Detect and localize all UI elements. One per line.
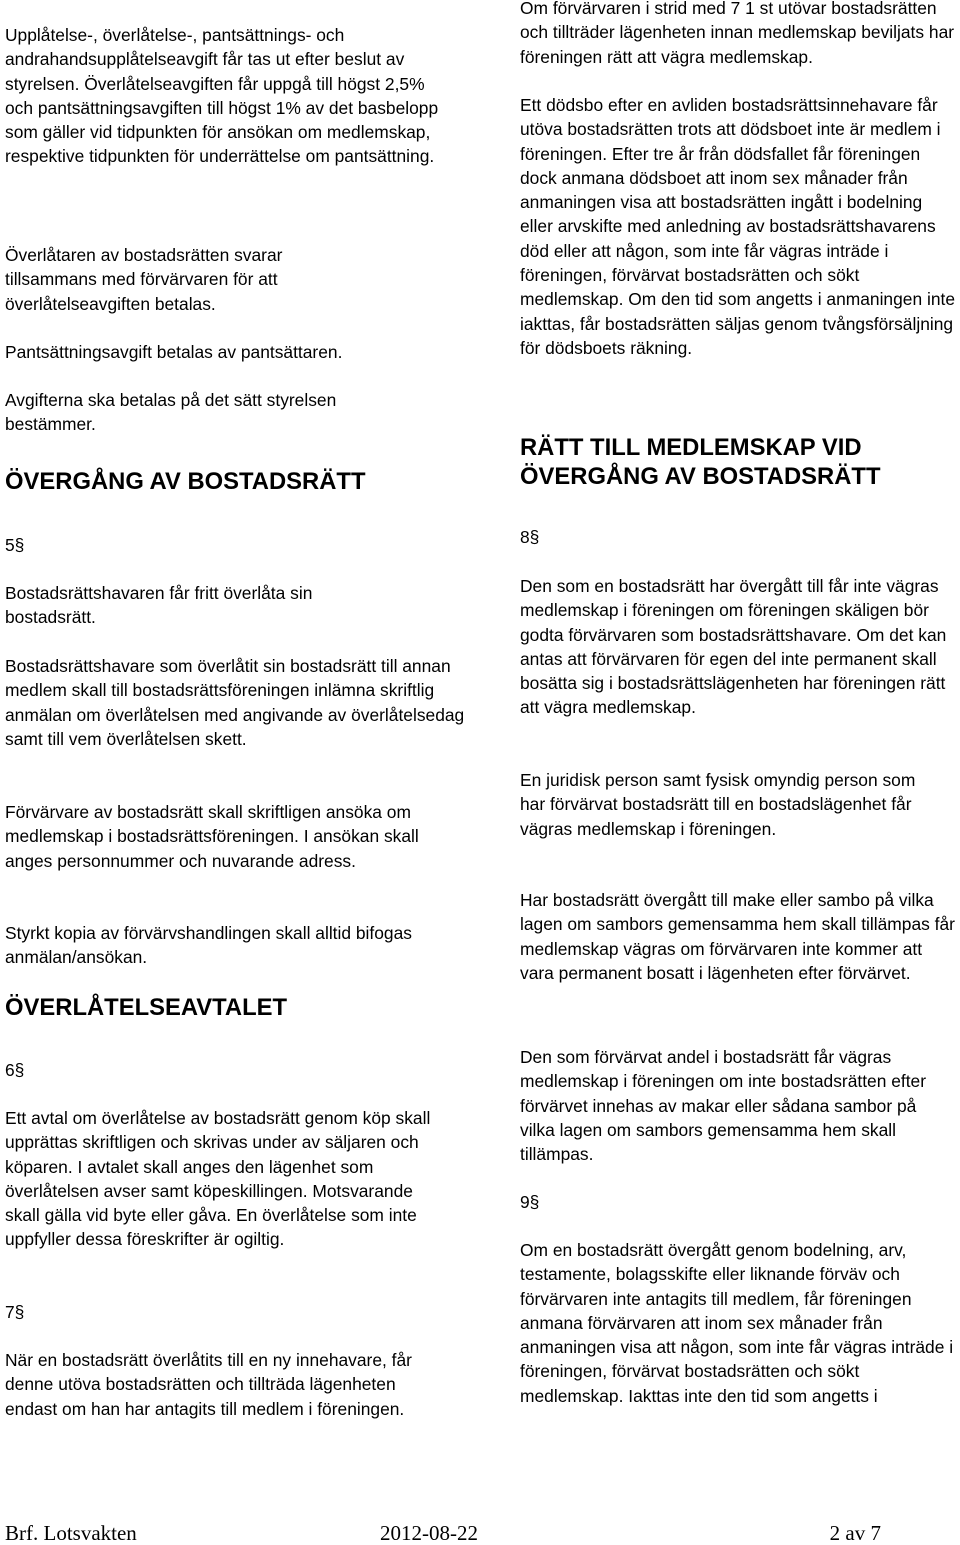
paragraph-spouse-cohabitant: Har bostadsrätt övergått till make eller sambo på vilka lagen om sambors gemensamma hem skall tillämpas får medlemskap vägras om förvärvaren inte kommer att vara permanent bosatt i lägenheten efter förvärvet. [520,890,955,983]
paragraph-pledge-fee: Pantsättningsavgift betalas av pantsättaren. [5,342,343,362]
footer-page-number: 2 av 7 [829,1521,881,1545]
paragraph-legal-person: En juridisk person samt fysisk omyndig person som har förvärvat bostadsrätt till en bostadslägenhet får vägras medlemskap i föreningen. [520,770,916,839]
heading-ratt-till-medlemskap: RÄTT TILL MEDLEMSKAP VID ÖVERGÅNG AV BOSTADSRÄTT [520,434,881,490]
paragraph-payment: Avgifterna ska betalas på det sätt styrelsen bestämmer. [5,390,337,435]
section-symbol-icon: § [14,535,25,555]
paragraph-membership-application: Förvärvare av bostadsrätt skall skriftligen ansöka om medlemskap i bostadsrättsföreningen. I ansökan skall anges personnummer och nuvarande adress. [5,802,419,871]
paragraph-share-acquisition: Den som förvärvat andel i bostadsrätt får vägras medlemskap i föreningen om inte bostadsrätten efter förvärvet innehas av makar eller sådana sambor på vilka lagen om sambors gemensamma hem skall tillämpas. [520,1047,927,1165]
section-number-7: 7§ [5,1302,25,1322]
paragraph-estate-division: Om en bostadsrätt övergått genom bodelning, arv, testamente, bolagsskifte eller liknande förväv och förvärvaren inte antagits till medlem, får föreningen anmana förvärvaren att inom sex månader från anmaningen visa att någon, som inte får vägras inträde i föreningen, förvärvat bostadsrätten och sökt medlemskap. Iakttas inte den tid som angetts i [520,1240,954,1406]
section-number-6: 6§ [5,1060,25,1080]
section-symbol-icon: § [14,1060,25,1080]
paragraph-transferor-liability: Överlåtaren av bostadsrätten svarar tillsammans med förvärvaren för att överlåtelseavgiften betalas. [5,245,283,314]
heading-overlatelseavtalet: ÖVERLÅTELSEAVTALET [5,994,288,1021]
paragraph-fees: Upplåtelse-, överlåtelse-, pantsättnings- och andrahandsupplåtelseavgift får tas ut efter beslut av styrelsen. Överlåtelseavgiften får uppgå till högst 2,5% och pantsättningsavgiften till högst 1% av det basbelopp som gäller vid tidpunkten för ansökan om medlemskap, respektive tidpunkten för underrättelse om pantsättning. [5,25,439,167]
paragraph-transfer-notice: Bostadsrättshavare som överlåtit sin bostadsrätt till annan medlem skall till bostadsrättsföreningen inlämna skriftlig anmälan om överlåtelsen med angivande av överlåtelsedag samt till vem överlåtelsen skett. [5,656,465,749]
section-symbol-icon: § [529,1192,540,1212]
section-number-9: 9§ [520,1192,540,1212]
section-symbol-icon: § [529,527,540,547]
footer-organization: Brf. Lotsvakten [5,1521,137,1545]
paragraph-free-transfer: Bostadsrättshavaren får fritt överlåta sin bostadsrätt. [5,583,313,628]
paragraph-certified-copy: Styrkt kopia av förvärvshandlingen skall alltid bifogas anmälan/ansökan. [5,923,412,968]
section-symbol-icon: § [14,1302,25,1322]
paragraph-estate: Ett dödsbo efter en avliden bostadsrättsinnehavare får utöva bostadsrätten trots att dödsboet inte är medlem i föreningen. Efter tre år från dödsfallet får föreningen dock anmana dödsboet att inom sex månader från anmaningen visa att bostadsrätten ingått i bodelning eller arvskifte med anledning av bostadsrättshavarens död eller att någon, som inte får vägras inträde i föreningen, förvärvat bostadsrätten och sökt medlemskap. Om den tid som angetts i anmaningen inte iakttas, får bostadsrätten säljas genom tvångsförsäljning för dödsboets räkning. [520,95,955,358]
heading-overgang-av-bostadsratt: ÖVERGÅNG AV BOSTADSRÄTT [5,468,366,495]
paragraph-transfer-agreement: Ett avtal om överlåtelse av bostadsrätt genom köp skall upprättas skriftligen och skrivas under av säljaren och köparen. I avtalet skall anges den lägenhet som överlåtelsen avser samt köpeskillingen. Motsvarande skall gälla vid byte eller gåva. En överlåtelse som inte uppfyller dessa föreskrifter är ogiltig. [5,1108,431,1250]
paragraph-acceptable-acquirer: Den som en bostadsrätt har övergått till får inte vägras medlemskap i föreningen om föreningen skäligen bör godta förvärvaren som bostadsrättshavare. Om det kan antas att förvärvaren för egen del inte permanent skall bosätta sig i bostadsrättslägenheten har föreningen rätt att vägra medlemskap. [520,576,947,718]
paragraph-refuse-membership: Om förvärvaren i strid med 7 1 st utövar bostadsrätten och tillträder lägenheten innan medlemskap beviljats har föreningen rätt att vägra medlemskap. [520,0,955,67]
section-number-5: 5§ [5,535,25,555]
footer-date: 2012-08-22 [380,1521,478,1545]
section-number-8: 8§ [520,527,540,547]
paragraph-new-holder: När en bostadsrätt överlåtits till en ny innehavare, får denne utöva bostadsrätten och tillträda lägenheten endast om han har antagits till medlem i föreningen. [5,1350,412,1419]
